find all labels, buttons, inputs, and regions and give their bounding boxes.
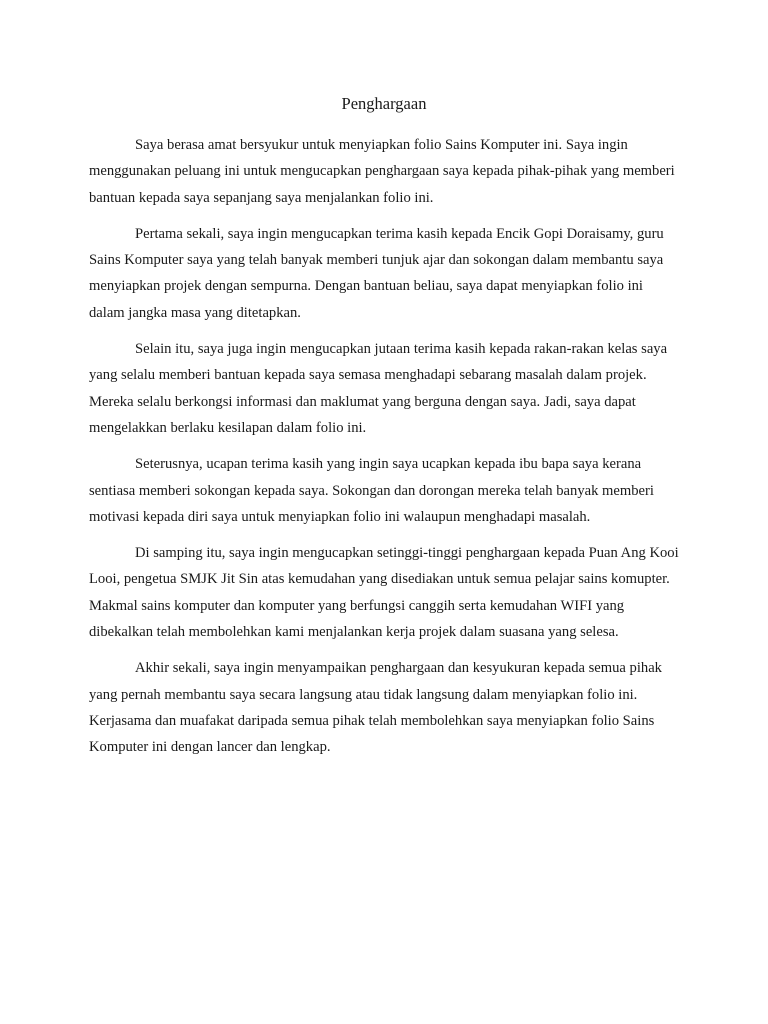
paragraph-1: Saya berasa amat bersyukur untuk menyiapkan folio Sains Komputer ini. Saya ingin menggunakan peluang ini untuk mengucapkan penghargaan saya kepada pihak-pihak yang memberi bantuan kepada saya sepanjang saya menjalankan folio ini.	[89, 137, 675, 206]
paragraph-5: Di samping itu, saya ingin mengucapkan setinggi-tinggi penghargaan kepada Puan Ang Kooi Looi, pengetua SMJK Jit Sin atas kemudahan yang disediakan untuk semua pelajar sains komupter. Makmal sains komputer dan komputer yang berfungsi canggih serta kemudahan WIFI yang dibekalkan telah membolehkan kami menjalankan kerja projek dalam suasana yang selesa.	[89, 545, 679, 641]
paragraph-4: Seterusnya, ucapan terima kasih yang ingin saya ucapkan kepada ibu bapa saya kerana sentiasa memberi sokongan kepada saya. Sokongan dan dorongan mereka telah banyak memberi motivasi kepada diri saya untuk menyiapkan folio ini walaupun menghadapi masalah.	[89, 456, 654, 525]
paragraph-6: Akhir sekali, saya ingin menyampaikan penghargaan dan kesyukuran kepada semua pihak yang pernah membantu saya secara langsung atau tidak langsung dalam menyiapkan folio ini. Kerjasama dan muafakat daripada semua pihak telah membolehkan saya menyiapkan folio Sains Komputer ini dengan lancer dan lengkap.	[89, 660, 662, 756]
document-title: Penghargaan	[341, 94, 427, 113]
document-body	[89, 92, 679, 771]
paragraph-3: Selain itu, saya juga ingin mengucapkan jutaan terima kasih kepada rakan-rakan kelas saya yang selalu memberi bantuan kepada saya semasa menghadapi sebarang masalah dalam projek. Mereka selalu berkongsi informasi dan maklumat yang berguna dengan saya. Jadi, saya dapat mengelakkan berlaku kesilapan dalam folio ini.	[89, 341, 668, 436]
paragraph-2: Pertama sekali, saya ingin mengucapkan terima kasih kepada Encik Gopi Doraisamy, guru Sains Komputer saya yang telah banyak memberi tunjuk ajar dan sokongan dalam membantu saya menyiapkan projek dengan sempurna. Dengan bantuan beliau, saya dapat menyiapkan folio ini dalam jangka masa yang ditetapkan.	[89, 225, 664, 321]
